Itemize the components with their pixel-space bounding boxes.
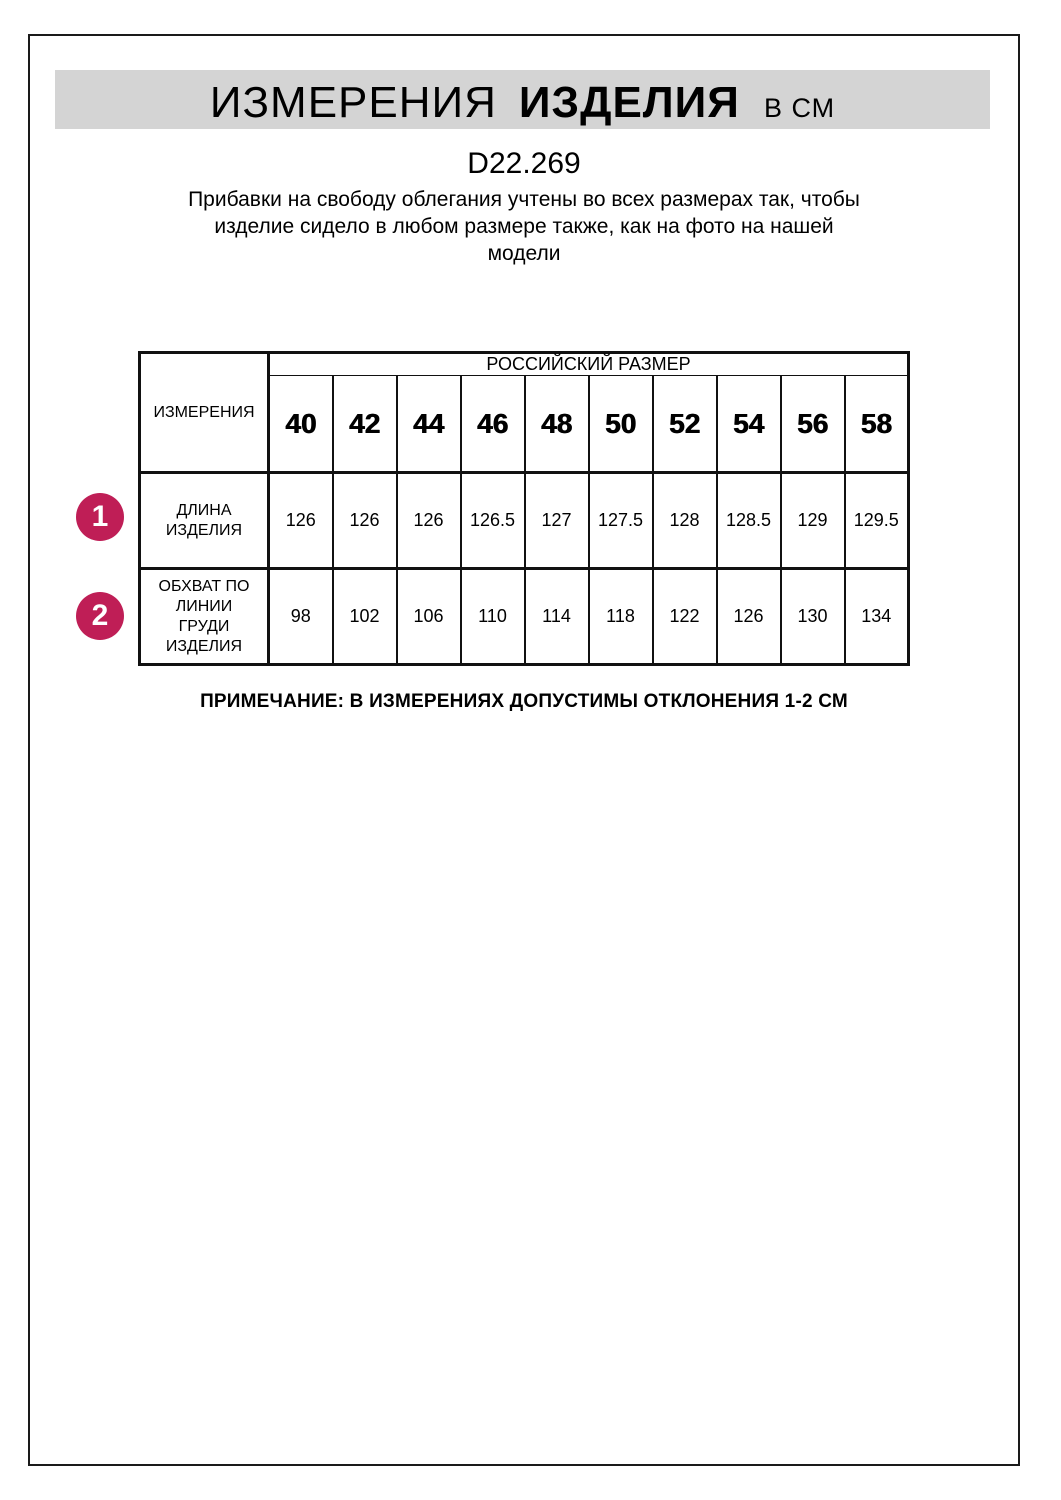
size-cell: 50 (589, 376, 653, 473)
value-cell: 126 (269, 473, 333, 569)
value-cell: 114 (525, 569, 589, 665)
size-cell: 54 (717, 376, 781, 473)
fit-description-line: изделие сидело в любом размере также, как на фото на нашей (214, 215, 834, 238)
value-cell: 134 (845, 569, 909, 665)
table-row-length (140, 473, 909, 569)
row-label-length: ДЛИНА ИЗДЕЛИЯ (140, 473, 269, 569)
row-number-badge-2: 2 (76, 592, 124, 640)
table-group-header-row (140, 353, 909, 376)
value-cell: 102 (333, 569, 397, 665)
value-cell: 126 (397, 473, 461, 569)
size-cell: 56 (781, 376, 845, 473)
size-table (138, 351, 910, 666)
value-cell: 126.5 (461, 473, 525, 569)
value-cell: 106 (397, 569, 461, 665)
value-cell: 126 (717, 569, 781, 665)
value-cell: 118 (589, 569, 653, 665)
value-cell: 127 (525, 473, 589, 569)
value-cell: 128 (653, 473, 717, 569)
value-cell: 129.5 (845, 473, 909, 569)
product-code: D22.269 (467, 147, 581, 180)
value-cell: 130 (781, 569, 845, 665)
size-cell: 46 (461, 376, 525, 473)
value-cell: 126 (333, 473, 397, 569)
value-cell: 128.5 (717, 473, 781, 569)
size-cell: 40 (269, 376, 333, 473)
fit-description (28, 186, 1020, 267)
title-bar (55, 70, 990, 129)
table-row-chest (140, 569, 909, 665)
value-cell: 110 (461, 569, 525, 665)
fit-description-line: модели (487, 242, 561, 265)
measurements-corner-cell: ИЗМЕРЕНИЯ (140, 353, 269, 473)
size-cell: 44 (397, 376, 461, 473)
tolerance-note: ПРИМЕЧАНИЕ: В ИЗМЕРЕНИЯХ ДОПУСТИМЫ ОТКЛОНЕНИЯ 1-2 СМ (200, 691, 848, 712)
value-cell: 127.5 (589, 473, 653, 569)
size-cell: 58 (845, 376, 909, 473)
value-cell: 129 (781, 473, 845, 569)
page-title-bold: ИЗДЕЛИЯ (518, 78, 740, 127)
size-cell: 42 (333, 376, 397, 473)
size-cell: 48 (525, 376, 589, 473)
size-cell: 52 (653, 376, 717, 473)
value-cell: 98 (269, 569, 333, 665)
row-number-badge-1: 1 (76, 493, 124, 541)
fit-description-line: Прибавки на свободу облегания учтены во всех размерах так, чтобы (188, 188, 860, 211)
page-title-unit: В СМ (763, 93, 836, 123)
russian-size-header: РОССИЙСКИЙ РАЗМЕР (269, 353, 909, 376)
value-cell: 122 (653, 569, 717, 665)
row-label-chest: ОБХВАТ ПО ЛИНИИ ГРУДИ ИЗДЕЛИЯ (140, 569, 269, 665)
page-title-main: ИЗМЕРЕНИЯ (209, 78, 497, 127)
